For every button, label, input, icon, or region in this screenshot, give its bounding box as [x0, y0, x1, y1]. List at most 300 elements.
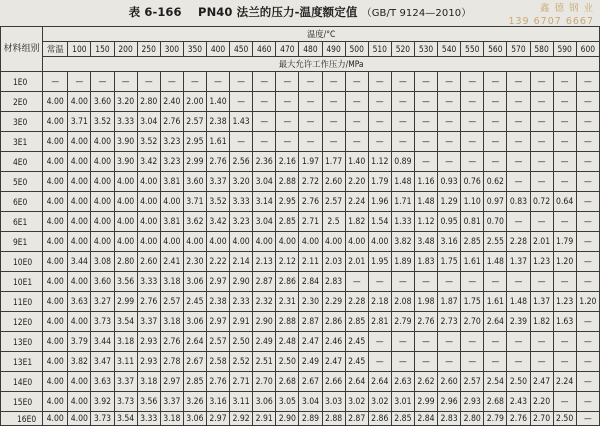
- temperature-cell: 470: [276, 42, 299, 57]
- temperature-cell: 150: [91, 42, 114, 57]
- pressure-cell: 3.02: [368, 392, 391, 412]
- material-group-cell: 3E1: [1, 132, 43, 152]
- pressure-cell: 3.37: [206, 172, 229, 192]
- pressure-cell: —: [345, 272, 368, 292]
- pressure-cell: 2.97: [160, 372, 183, 392]
- watermark-phone: 139 6707 6667: [508, 16, 594, 27]
- pressure-cell: —: [530, 332, 553, 352]
- temperature-cell: 590: [553, 42, 576, 57]
- pressure-cell: 1.87: [438, 292, 461, 312]
- pressure-cell: 4.00: [114, 212, 137, 232]
- temperature-cell: 520: [391, 42, 414, 57]
- pressure-cell: 2.71: [299, 212, 322, 232]
- pressure-cell: 3.52: [137, 132, 160, 152]
- table-number: 表 6-166: [128, 5, 182, 19]
- pressure-cell: 2.90: [253, 312, 276, 332]
- pressure-cell: —: [576, 412, 599, 426]
- pressure-cell: 4.00: [68, 372, 91, 392]
- pressure-cell: 1.95: [368, 252, 391, 272]
- pressure-cell: 2.50: [230, 332, 253, 352]
- pressure-cell: —: [438, 272, 461, 292]
- pressure-cell: 4.00: [322, 232, 345, 252]
- pressure-cell: 2.85: [183, 372, 206, 392]
- pressure-cell: 2.76: [160, 332, 183, 352]
- pressure-cell: 2.80: [461, 412, 484, 426]
- pressure-cell: 3.23: [160, 132, 183, 152]
- temperature-cell: 530: [414, 42, 437, 57]
- table-row: [1, 212, 600, 232]
- pressure-cell: —: [507, 152, 530, 172]
- pressure-cell: 3.81: [160, 172, 183, 192]
- pressure-cell: 4.00: [43, 392, 68, 412]
- pressure-cell: —: [553, 92, 576, 112]
- pressure-cell: 3.82: [391, 232, 414, 252]
- pressure-cell: —: [368, 72, 391, 92]
- pressure-cell: —: [484, 112, 507, 132]
- pressure-cell: —: [230, 92, 253, 112]
- pressure-cell: 3.27: [91, 292, 114, 312]
- pressure-cell: 2.55: [484, 232, 507, 252]
- temperature-cell: 480: [299, 42, 322, 57]
- pressure-cell: 3.71: [68, 112, 91, 132]
- table-row: [1, 372, 600, 392]
- pressure-cell: 3.37: [114, 372, 137, 392]
- pressure-cell: 4.00: [43, 272, 68, 292]
- pressure-cell: 4.00: [68, 272, 91, 292]
- pressure-cell: 2.64: [183, 332, 206, 352]
- pressure-cell: 1.96: [368, 192, 391, 212]
- material-group-cell: 6E1: [1, 212, 43, 232]
- pressure-cell: —: [484, 92, 507, 112]
- pressure-cell: 3.60: [91, 92, 114, 112]
- table-row: [1, 112, 600, 132]
- pressure-cell: 2.68: [484, 392, 507, 412]
- material-group-cell: 6E0: [1, 192, 43, 212]
- pressure-cell: —: [507, 92, 530, 112]
- pressure-cell: 0.95: [438, 212, 461, 232]
- pressure-cell: —: [507, 212, 530, 232]
- pressure-cell: 4.00: [43, 372, 68, 392]
- pressure-cell: 2.80: [137, 92, 160, 112]
- pressure-cell: 2.76: [206, 152, 229, 172]
- pressure-cell: 2.64: [345, 372, 368, 392]
- pressure-cell: —: [507, 332, 530, 352]
- pressure-cell: 0.89: [391, 152, 414, 172]
- pressure-cell: 2.86: [368, 412, 391, 426]
- pressure-cell: —: [576, 372, 599, 392]
- pressure-cell: —: [68, 72, 91, 92]
- temperature-cell: 460: [253, 42, 276, 57]
- material-group-cell: 13E0: [1, 332, 43, 352]
- pressure-cell: —: [576, 332, 599, 352]
- pressure-cell: —: [160, 72, 183, 92]
- pressure-cell: 3.56: [114, 272, 137, 292]
- pressure-cell: 3.06: [183, 412, 206, 426]
- pressure-cell: 4.00: [91, 172, 114, 192]
- temperature-cell: 250: [137, 42, 160, 57]
- pressure-cell: 4.00: [114, 172, 137, 192]
- pressure-cell: 2.97: [206, 312, 229, 332]
- pressure-cell: —: [253, 92, 276, 112]
- pressure-cell: 1.20: [576, 292, 599, 312]
- pressure-cell: —: [438, 112, 461, 132]
- pressure-cell: 3.63: [91, 372, 114, 392]
- pressure-cell: 2.85: [276, 212, 299, 232]
- pressure-cell: 2.43: [507, 392, 530, 412]
- pressure-cell: 2.54: [484, 372, 507, 392]
- pressure-cell: —: [530, 132, 553, 152]
- pressure-cell: 4.00: [43, 132, 68, 152]
- pressure-cell: —: [507, 352, 530, 372]
- pressure-cell: 2.12: [276, 252, 299, 272]
- pressure-cell: 3.02: [345, 392, 368, 412]
- pressure-cell: 2.00: [183, 92, 206, 112]
- pressure-cell: 2.49: [253, 332, 276, 352]
- pressure-cell: 2.76: [160, 112, 183, 132]
- pressure-cell: —: [438, 332, 461, 352]
- material-group-cell: 16E0: [1, 412, 43, 426]
- pressure-cell: —: [576, 252, 599, 272]
- pressure-cell: 1.61: [461, 252, 484, 272]
- pressure-cell: 4.00: [68, 192, 91, 212]
- pressure-cell: 1.82: [530, 312, 553, 332]
- pressure-cell: 1.43: [230, 112, 253, 132]
- pressure-cell: 1.97: [299, 152, 322, 172]
- pressure-cell: 4.00: [345, 232, 368, 252]
- pressure-cell: 1.16: [414, 172, 437, 192]
- pressure-cell: 2.45: [345, 332, 368, 352]
- pressure-cell: 1.75: [438, 252, 461, 272]
- pressure-cell: 2.28: [507, 232, 530, 252]
- pressure-cell: 4.00: [299, 232, 322, 252]
- pressure-cell: 2.20: [345, 172, 368, 192]
- table-row: [1, 172, 600, 192]
- pressure-cell: —: [368, 272, 391, 292]
- pressure-cell: 2.01: [345, 252, 368, 272]
- pressure-cell: —: [414, 272, 437, 292]
- pressure-cell: 3.90: [114, 132, 137, 152]
- pressure-cell: 4.00: [68, 232, 91, 252]
- pressure-cell: 0.81: [461, 212, 484, 232]
- pressure-cell: 2.50: [507, 372, 530, 392]
- pressure-cell: 1.48: [414, 192, 437, 212]
- pressure-cell: 4.00: [206, 232, 229, 252]
- pressure-cell: —: [91, 72, 114, 92]
- pressure-cell: 2.70: [461, 312, 484, 332]
- table-row: [1, 72, 600, 92]
- pressure-cell: 4.00: [43, 292, 68, 312]
- pressure-cell: —: [414, 332, 437, 352]
- temperature-cell: 450: [230, 42, 253, 57]
- pressure-cell: 3.33: [230, 192, 253, 212]
- pressure-cell: 2.57: [461, 372, 484, 392]
- pressure-cell: 2.29: [322, 292, 345, 312]
- pressure-cell: 3.04: [299, 392, 322, 412]
- temperature-cell: 580: [530, 42, 553, 57]
- pressure-cell: 1.54: [368, 212, 391, 232]
- pressure-cell: —: [530, 212, 553, 232]
- pressure-cell: —: [299, 72, 322, 92]
- pressure-cell: 2.93: [137, 352, 160, 372]
- material-group-cell: 10E0: [1, 252, 43, 272]
- pressure-cell: —: [576, 132, 599, 152]
- pressure-cell: 1.98: [414, 292, 437, 312]
- pressure-cell: —: [461, 272, 484, 292]
- pressure-cell: 2.78: [160, 352, 183, 372]
- pressure-cell: 2.32: [253, 292, 276, 312]
- pressure-cell: 4.00: [43, 232, 68, 252]
- pressure-cell: 1.61: [484, 292, 507, 312]
- pressure-cell: 2.24: [553, 372, 576, 392]
- pressure-cell: 2.08: [391, 292, 414, 312]
- temperature-cell: 510: [368, 42, 391, 57]
- pressure-cell: 2.57: [183, 112, 206, 132]
- pressure-cell: —: [438, 352, 461, 372]
- pressure-cell: 3.06: [183, 272, 206, 292]
- pressure-cell: 2.58: [206, 352, 229, 372]
- material-group-cell: 10E1: [1, 272, 43, 292]
- pressure-cell: 4.00: [68, 212, 91, 232]
- pressure-cell: 4.00: [43, 412, 68, 426]
- temperature-cell: 570: [507, 42, 530, 57]
- pressure-cell: 3.56: [137, 392, 160, 412]
- pressure-cell: —: [576, 72, 599, 92]
- pressure-cell: 3.54: [114, 312, 137, 332]
- pressure-cell: 2.85: [345, 312, 368, 332]
- pressure-cell: 2.40: [160, 92, 183, 112]
- pressure-cell: 4.00: [183, 232, 206, 252]
- pressure-cell: —: [43, 72, 68, 92]
- pressure-cell: —: [438, 72, 461, 92]
- pressure-temperature-table: [0, 26, 600, 426]
- pressure-cell: 2.18: [368, 292, 391, 312]
- pressure-cell: —: [484, 72, 507, 92]
- temperature-cell: 560: [484, 42, 507, 57]
- pressure-cell: 1.10: [461, 192, 484, 212]
- pressure-cell: 4.00: [68, 172, 91, 192]
- pressure-cell: 2.11: [299, 252, 322, 272]
- pressure-cell: 2.87: [299, 312, 322, 332]
- pressure-cell: 4.00: [43, 192, 68, 212]
- pressure-cell: —: [345, 132, 368, 152]
- pressure-cell: 2.22: [206, 252, 229, 272]
- pressure-cell: —: [391, 132, 414, 152]
- pressure-cell: 2.76: [299, 192, 322, 212]
- pressure-cell: —: [391, 332, 414, 352]
- temperature-cell: 350: [183, 42, 206, 57]
- pressure-cell: 2.51: [253, 352, 276, 372]
- pressure-cell: 2.76: [507, 412, 530, 426]
- pressure-cell: —: [576, 392, 599, 412]
- pressure-cell: 3.48: [414, 232, 437, 252]
- pressure-cell: 1.12: [414, 212, 437, 232]
- pressure-cell: 2.47: [299, 332, 322, 352]
- pressure-cell: 4.00: [137, 232, 160, 252]
- table-row: [1, 312, 600, 332]
- pressure-cell: 3.23: [230, 212, 253, 232]
- pressure-cell: —: [368, 92, 391, 112]
- pressure-cell: 3.73: [91, 412, 114, 426]
- pressure-cell: 3.71: [183, 192, 206, 212]
- pressure-cell: 2.60: [322, 172, 345, 192]
- pressure-cell: —: [484, 352, 507, 372]
- pressure-cell: 2.71: [230, 372, 253, 392]
- pressure-cell: 0.83: [507, 192, 530, 212]
- table-row: [1, 92, 600, 112]
- pressure-cell: 2.76: [137, 292, 160, 312]
- pressure-cell: 1.79: [553, 232, 576, 252]
- pressure-cell: 3.05: [276, 392, 299, 412]
- pressure-cell: 4.00: [68, 392, 91, 412]
- pressure-cell: —: [461, 112, 484, 132]
- temperature-header: 温度/°C: [43, 27, 600, 42]
- table-row: [1, 272, 600, 292]
- pressure-cell: 2.67: [299, 372, 322, 392]
- temperature-cell: 400: [206, 42, 229, 57]
- pressure-cell: —: [368, 132, 391, 152]
- pressure-cell: 4.00: [91, 192, 114, 212]
- pressure-cell: 3.16: [206, 392, 229, 412]
- pressure-cell: —: [206, 72, 229, 92]
- temperature-cell: 200: [114, 42, 137, 57]
- pressure-cell: 4.00: [368, 232, 391, 252]
- pressure-cell: 3.11: [114, 352, 137, 372]
- pressure-cell: 1.89: [391, 252, 414, 272]
- pressure-cell: 2.67: [183, 352, 206, 372]
- pressure-cell: 2.49: [299, 352, 322, 372]
- pressure-cell: 2.28: [345, 292, 368, 312]
- pressure-cell: —: [322, 92, 345, 112]
- pressure-cell: 2.84: [414, 412, 437, 426]
- pressure-cell: 2.03: [322, 252, 345, 272]
- pressure-cell: 4.00: [137, 212, 160, 232]
- pressure-cell: —: [391, 112, 414, 132]
- pressure-cell: 4.00: [68, 152, 91, 172]
- pressure-cell: 0.93: [438, 172, 461, 192]
- pressure-cell: —: [391, 92, 414, 112]
- pressure-cell: 4.00: [91, 232, 114, 252]
- pressure-cell: 4.00: [114, 232, 137, 252]
- pressure-cell: 2.79: [391, 312, 414, 332]
- pressure-cell: 2.64: [484, 312, 507, 332]
- pressure-cell: —: [299, 132, 322, 152]
- pressure-cell: —: [322, 112, 345, 132]
- pressure-cell: 4.00: [91, 152, 114, 172]
- material-group-cell: 4E0: [1, 152, 43, 172]
- pressure-cell: 3.04: [253, 172, 276, 192]
- pressure-cell: —: [553, 352, 576, 372]
- table-row: [1, 392, 600, 412]
- pressure-cell: 3.33: [137, 412, 160, 426]
- pressure-cell: 1.48: [484, 252, 507, 272]
- pressure-cell: —: [507, 72, 530, 92]
- pressure-cell: —: [507, 132, 530, 152]
- pressure-cell: 2.76: [414, 312, 437, 332]
- pressure-cell: 3.90: [114, 152, 137, 172]
- pressure-cell: 3.18: [114, 332, 137, 352]
- pressure-cell: 2.87: [253, 272, 276, 292]
- material-group-cell: 9E1: [1, 232, 43, 252]
- pressure-cell: 3.62: [183, 212, 206, 232]
- pressure-cell: 2.47: [322, 352, 345, 372]
- pressure-cell: 3.03: [322, 392, 345, 412]
- pressure-cell: 4.00: [68, 312, 91, 332]
- temperature-cell: 300: [160, 42, 183, 57]
- pressure-cell: 3.54: [114, 412, 137, 426]
- pressure-cell: 2.63: [391, 372, 414, 392]
- pressure-cell: 2.64: [368, 372, 391, 392]
- pressure-cell: —: [183, 72, 206, 92]
- pressure-cell: —: [414, 152, 437, 172]
- pressure-cell: —: [530, 172, 553, 192]
- pressure-cell: 4.00: [137, 172, 160, 192]
- pressure-cell: —: [253, 72, 276, 92]
- pressure-cell: —: [461, 92, 484, 112]
- pressure-cell: 2.88: [276, 172, 299, 192]
- pressure-cell: —: [322, 72, 345, 92]
- material-group-cell: 1E0: [1, 72, 43, 92]
- table-row: [1, 132, 600, 152]
- pressure-cell: 1.33: [391, 212, 414, 232]
- pressure-cell: 2.24: [345, 192, 368, 212]
- pressure-cell: 2.48: [276, 332, 299, 352]
- pressure-cell: —: [576, 172, 599, 192]
- pressure-cell: 4.00: [43, 332, 68, 352]
- table-row: [1, 352, 600, 372]
- pressure-cell: —: [484, 152, 507, 172]
- pressure-cell: 3.18: [160, 312, 183, 332]
- pressure-cell: 4.00: [160, 192, 183, 212]
- temperature-cell: 600: [576, 42, 599, 57]
- pressure-cell: 4.00: [43, 172, 68, 192]
- pressure-cell: —: [530, 352, 553, 372]
- pressure-cell: —: [368, 332, 391, 352]
- pressure-cell: 3.23: [160, 152, 183, 172]
- pressure-cell: 3.06: [183, 312, 206, 332]
- pressure-cell: 2.36: [253, 152, 276, 172]
- pressure-cell: 4.00: [43, 312, 68, 332]
- pressure-cell: —: [553, 132, 576, 152]
- temperature-cell: 550: [461, 42, 484, 57]
- pressure-cell: 4.00: [68, 132, 91, 152]
- pressure-cell: 2.93: [137, 332, 160, 352]
- pressure-cell: 1.48: [507, 292, 530, 312]
- pressure-cell: —: [530, 72, 553, 92]
- pressure-cell: 2.88: [276, 312, 299, 332]
- pressure-cell: —: [576, 152, 599, 172]
- pressure-cell: 2.20: [530, 392, 553, 412]
- pressure-cell: —: [322, 132, 345, 152]
- pressure-cell: —: [530, 272, 553, 292]
- pressure-cell: 1.71: [391, 192, 414, 212]
- pressure-cell: 0.97: [484, 192, 507, 212]
- pressure-cell: 3.42: [206, 212, 229, 232]
- pressure-cell: —: [553, 392, 576, 412]
- pressure-cell: 2.95: [276, 192, 299, 212]
- pressure-cell: 3.81: [160, 212, 183, 232]
- pressure-cell: 3.52: [91, 112, 114, 132]
- pressure-cell: 3.11: [230, 392, 253, 412]
- pressure-cell: 4.00: [43, 212, 68, 232]
- pressure-cell: 3.73: [91, 312, 114, 332]
- pressure-cell: 2.41: [160, 252, 183, 272]
- pressure-cell: 2.68: [276, 372, 299, 392]
- watermark-company: 鑫 德 钢 业: [539, 3, 594, 14]
- temperature-cell: 540: [438, 42, 461, 57]
- pressure-cell: 2.38: [206, 112, 229, 132]
- pressure-cell: 3.04: [137, 112, 160, 132]
- pressure-cell: 0.70: [484, 212, 507, 232]
